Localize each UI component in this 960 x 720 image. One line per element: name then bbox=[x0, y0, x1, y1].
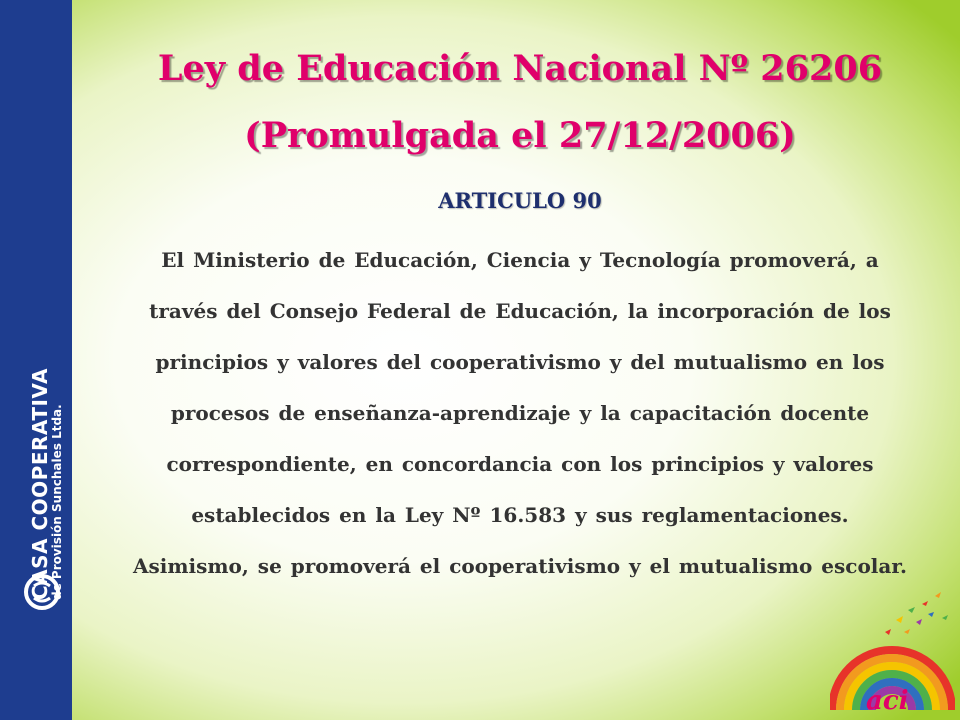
logo-name: CASA COOPERATIVA bbox=[28, 367, 52, 600]
casa-cooperativa-logo bbox=[10, 367, 66, 620]
slide-title: Ley de Educación Nacional Nº 26206 bbox=[157, 48, 883, 89]
slide-subtitle: (Promulgada el 27/12/2006) bbox=[244, 115, 796, 156]
article-heading: ARTICULO 90 bbox=[438, 188, 602, 213]
aci-logo-text: aci bbox=[866, 686, 909, 716]
logo-subtitle: de Provisión Sunchales Ltda. bbox=[50, 404, 64, 600]
article-text: El Ministerio de Educación, Ciencia y Tecnología promoverá, a través del Consejo Federal de Educación, la incorporación de los principios y valores del cooperativismo y del mutualismo en los procesos de enseñanza-aprendizaje y la capacitación docente correspondiente, en concordancia con los principios y valores establecidos en la Ley Nº 16.583 y sus reglamentaciones. Asimismo, se promoverá el cooperativismo y el mutualismo escolar. bbox=[132, 248, 908, 578]
aci-rainbow-logo bbox=[830, 590, 955, 718]
bird-icon bbox=[885, 592, 948, 635]
left-sidebar bbox=[0, 0, 72, 720]
